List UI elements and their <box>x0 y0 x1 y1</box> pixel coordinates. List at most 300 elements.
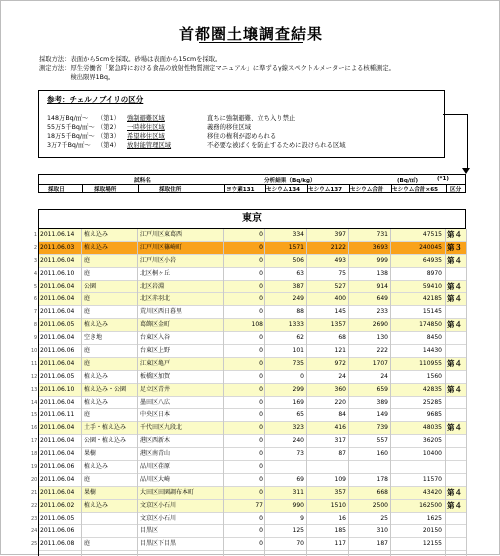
row-i131: 0 <box>259 398 263 406</box>
row-cs134: 65 <box>296 411 304 419</box>
row-date: 2011.06.04 <box>40 295 75 303</box>
header-col-address: 採取住所 <box>159 187 182 193</box>
row-date: 2011.06.10 <box>40 385 75 393</box>
row-place: 庭 <box>84 359 91 367</box>
table-row <box>38 229 466 242</box>
row-date: 2011.06.04 <box>40 282 75 290</box>
header-col-date: 採取日 <box>48 187 65 193</box>
row-cs-total: 739 <box>376 424 388 432</box>
row-cs137: 185 <box>334 527 346 535</box>
row-number: 4 <box>33 270 37 277</box>
row-number: 11 <box>31 360 38 367</box>
row-cs137: 75 <box>338 269 346 277</box>
row-address: 中央区日本 <box>140 411 171 419</box>
row-number: 7 <box>33 309 37 316</box>
title-underline <box>199 42 303 43</box>
table-row <box>38 538 466 551</box>
table-header <box>38 174 466 193</box>
row-place: 庭 <box>84 295 91 303</box>
region-heading: 東京 <box>38 209 466 229</box>
row-cs137: 972 <box>334 359 346 367</box>
row-cs134: 299 <box>292 385 304 393</box>
row-number: 6 <box>33 296 37 303</box>
row-cs-total-65: 14430 <box>422 347 442 355</box>
header-col-place: 採取場所 <box>94 187 117 193</box>
reference-level: （第1） <box>97 115 120 122</box>
row-number: 13 <box>31 386 38 393</box>
row-cs-total: 659 <box>376 385 388 393</box>
row-i131: 77 <box>255 501 263 509</box>
reference-level: （第2） <box>97 124 120 131</box>
reference-value: 148万Bq/㎡～ <box>47 115 89 122</box>
reference-desc: 直ちに強制避難、立ち入り禁止 <box>207 115 296 122</box>
row-cs-total-65: 11570 <box>422 475 442 483</box>
row-cs-total-65: 8450 <box>426 334 442 342</box>
row-zone: 第４ <box>447 500 462 510</box>
row-date: 2011.06.04 <box>40 398 75 406</box>
row-zone: 第４ <box>447 384 462 394</box>
row-cs-total: 1707 <box>372 359 388 367</box>
row-cs137: 360 <box>334 385 346 393</box>
row-i131: 0 <box>259 540 263 548</box>
row-zone: 第４ <box>447 423 462 433</box>
grid-line <box>445 229 446 556</box>
table-row <box>38 268 466 281</box>
row-cs-total-65: 42835 <box>422 385 442 393</box>
row-number-column <box>31 229 37 551</box>
row-place: 庭 <box>84 411 91 419</box>
row-i131: 0 <box>259 256 263 264</box>
row-place: 植え込み <box>84 501 109 509</box>
table-row <box>38 500 466 513</box>
grid-line <box>306 229 307 556</box>
row-date: 2011.06.10 <box>40 269 75 277</box>
row-date: 2011.06.05 <box>40 321 75 329</box>
row-address: 港区南青山 <box>140 450 171 458</box>
row-number: 15 <box>31 412 38 419</box>
row-cs-total-65: 1625 <box>426 514 442 522</box>
row-cs134: 70 <box>296 540 304 548</box>
header-analysis-result: 分析結果（Bq/kg） <box>264 178 316 184</box>
header-sample-name: 試料名 <box>134 178 151 184</box>
row-cs-total-65: 48035 <box>422 424 442 432</box>
row-address: 北区赤羽北 <box>140 295 171 303</box>
row-number: 1 <box>33 232 37 238</box>
row-number: 22 <box>31 502 38 509</box>
row-cs134: 125 <box>292 527 304 535</box>
row-i131: 0 <box>259 231 263 238</box>
row-place: 公園 <box>84 282 97 290</box>
header-note: (*1) <box>437 176 449 182</box>
row-date: 2011.06.04 <box>40 488 75 496</box>
row-place: 庭 <box>84 540 91 548</box>
row-i131: 0 <box>259 295 263 303</box>
reference-zone: 強制避難区域 <box>127 115 165 122</box>
row-date: 2011.06.08 <box>40 540 75 548</box>
row-cs134: 62 <box>296 334 304 342</box>
row-cs-total-65: 15145 <box>422 308 442 316</box>
row-cs134: 0 <box>300 372 304 380</box>
header-col-cs-total-65: セシウム合計×65 <box>392 187 438 193</box>
row-address: 江戸川区篠崎町 <box>140 243 183 251</box>
row-cs-total-65: 42185 <box>422 295 442 303</box>
reference-value: 18万5千Bq/㎡～ <box>47 133 95 140</box>
row-date: 2011.06.06 <box>40 347 75 355</box>
table-row <box>38 461 466 474</box>
method-line-3: 検出限界1Bq。 <box>39 74 115 81</box>
row-cs134: 9 <box>300 514 304 522</box>
row-cs134: 169 <box>292 398 304 406</box>
reference-zone: 希望移住区域 <box>127 133 165 140</box>
row-cs-total: 557 <box>376 437 388 445</box>
row-address: 品川区荏原 <box>140 463 171 471</box>
row-cs-total: 2500 <box>372 501 388 509</box>
row-cs137: 84 <box>338 411 346 419</box>
row-number: 20 <box>31 476 38 483</box>
table-row <box>38 319 466 332</box>
row-date: 2011.06.04 <box>40 359 75 367</box>
row-i131: 0 <box>259 411 263 419</box>
row-i131: 0 <box>259 347 263 355</box>
table-row <box>38 525 466 538</box>
row-number: 21 <box>31 489 38 496</box>
row-address: 江東区亀戸 <box>140 359 171 367</box>
row-cs-total: 3693 <box>372 243 388 251</box>
row-zone: 第４ <box>447 320 462 330</box>
row-cs-total: 24 <box>380 372 388 380</box>
row-address: 葛飾区金町 <box>140 321 171 329</box>
row-cs137: 357 <box>334 488 346 496</box>
row-zone: 第４ <box>447 294 462 304</box>
row-address: 墨田区八広 <box>140 398 171 406</box>
row-cs137: 68 <box>338 334 346 342</box>
row-number: 16 <box>31 425 38 432</box>
method-line-1: 採取方法：表面から5cmを採取。砂場は表面から15cmを採取。 <box>39 56 222 63</box>
row-number: 17 <box>31 438 38 445</box>
row-cs137: 400 <box>334 295 346 303</box>
row-cs-total-65: 240045 <box>419 243 442 251</box>
row-number: 18 <box>31 451 38 458</box>
row-zone: 第４ <box>447 255 462 265</box>
row-cs-total-65: 36205 <box>422 437 442 445</box>
row-place: 植え込み・公園 <box>84 385 127 393</box>
table-row <box>38 448 466 461</box>
row-cs134: 63 <box>296 269 304 277</box>
row-cs-total-65: 9685 <box>426 411 442 419</box>
row-address: 大田区田園調布本町 <box>140 488 195 496</box>
row-cs134: 1333 <box>288 321 304 329</box>
row-date: 2011.06.04 <box>40 256 75 264</box>
row-zone: 第３ <box>447 242 462 252</box>
reference-value: 55万5千Bq/㎡～ <box>47 124 95 131</box>
row-date: 2011.06.04 <box>40 450 75 458</box>
row-cs134: 387 <box>292 282 304 290</box>
row-address: 荒川区西日暮里 <box>140 308 183 316</box>
table-row <box>38 332 466 345</box>
row-number: 24 <box>31 528 38 535</box>
grid-line <box>223 229 224 556</box>
row-address: 板橋区加賀 <box>140 372 171 380</box>
row-date: 2011.06.04 <box>40 424 75 432</box>
reference-heading: 参考：チェルノブイリの区分 <box>47 95 144 104</box>
row-cs134: 990 <box>292 501 304 509</box>
row-date: 2011.06.04 <box>40 437 75 445</box>
row-cs-total: 138 <box>376 269 388 277</box>
row-number: 2 <box>33 244 37 251</box>
row-number: 12 <box>31 373 38 380</box>
row-cs-total-65: 64935 <box>422 256 442 264</box>
row-place: 植え込み <box>84 243 109 251</box>
row-place: 果樹 <box>84 450 97 458</box>
table-row <box>38 242 466 255</box>
row-cs-total-65: 8970 <box>426 269 442 277</box>
table-row <box>38 474 466 487</box>
row-place: 庭 <box>84 256 91 264</box>
reference-desc: 不必要な被ばくを防止するために設けられる区域 <box>207 142 346 149</box>
reference-zone: 一時移住区域 <box>127 124 165 131</box>
row-cs134: 73 <box>296 450 304 458</box>
grid-line <box>137 229 138 556</box>
row-date: 2011.06.04 <box>40 475 75 483</box>
row-cs137: 527 <box>334 282 346 290</box>
header-col-cs134: セシウム134 <box>266 187 300 193</box>
header-col-i131: ヨウ素131 <box>226 187 255 193</box>
row-address: 北区岩淵 <box>140 282 165 290</box>
row-cs134: 323 <box>292 424 304 432</box>
arrow-line <box>467 114 468 171</box>
row-i131: 108 <box>251 321 263 329</box>
table-row <box>38 281 466 294</box>
row-cs134: 311 <box>292 488 304 496</box>
row-cs134: 506 <box>292 256 304 264</box>
row-cs134: 240 <box>292 437 304 445</box>
row-address: 文京区小石川 <box>140 514 177 522</box>
row-cs137: 117 <box>334 540 346 548</box>
reference-value: 3万7千Bq/㎡～ <box>47 142 91 149</box>
reference-box <box>38 90 445 158</box>
row-address: 足立区青井 <box>140 385 171 393</box>
row-cs134: 334 <box>292 231 304 238</box>
row-place: 植え込み <box>84 372 109 380</box>
header-col-cs137: セシウム137 <box>308 187 342 193</box>
row-cs137: 1357 <box>330 321 346 329</box>
row-i131: 0 <box>259 488 263 496</box>
row-cs-total: 233 <box>376 308 388 316</box>
row-date: 2011.06.14 <box>40 231 75 238</box>
row-i131: 0 <box>259 527 263 535</box>
header-col-cs-total: セシウム合計 <box>350 187 384 193</box>
row-cs-total-65: 47515 <box>422 231 442 238</box>
table-row <box>38 409 466 422</box>
row-i131: 0 <box>259 385 263 393</box>
grid-line <box>38 229 39 556</box>
table-row <box>38 487 466 500</box>
row-cs137: 87 <box>338 450 346 458</box>
row-cs137: 2122 <box>330 243 346 251</box>
reference-level: （第3） <box>97 133 120 140</box>
row-number: 3 <box>33 257 37 264</box>
row-date: 2011.06.05 <box>40 372 75 380</box>
row-address: 台東区上野 <box>140 347 171 355</box>
row-cs134: 249 <box>292 295 304 303</box>
row-place: 植え込み <box>84 231 109 238</box>
row-cs137: 109 <box>334 475 346 483</box>
table-row <box>38 371 466 384</box>
table-row <box>38 384 466 397</box>
page-title: 首都圏土壌調査結果 <box>178 25 323 43</box>
row-cs134: 735 <box>292 359 304 367</box>
row-zone: 第４ <box>447 487 462 497</box>
method-line-2: 測定方法：厚生労働省「緊急時における食品の放射性物質測定マニュアル」に準ずるγ線スペクトルメーターによる核種測定。 <box>39 65 395 72</box>
row-cs-total-65: 59410 <box>422 282 442 290</box>
grid-line <box>81 229 82 556</box>
row-zone: 第４ <box>447 281 462 291</box>
row-i131: 0 <box>259 372 263 380</box>
table-row <box>38 306 466 319</box>
row-cs-total: 149 <box>376 411 388 419</box>
row-date: 2011.06.04 <box>40 308 75 316</box>
row-i131: 0 <box>259 334 263 342</box>
row-cs-total-65: 43420 <box>422 488 442 496</box>
row-cs-total-65: 162500 <box>419 501 442 509</box>
row-i131: 0 <box>259 424 263 432</box>
row-number: 23 <box>31 515 38 522</box>
row-cs-total: 668 <box>376 488 388 496</box>
row-cs134: 101 <box>292 347 304 355</box>
row-date: 2011.06.06 <box>40 463 75 471</box>
row-address: 江戸川区東葛西 <box>140 231 183 238</box>
row-place: 庭 <box>84 269 91 277</box>
row-i131: 0 <box>259 359 263 367</box>
row-date: 2011.06.05 <box>40 514 75 522</box>
row-place: 庭 <box>84 347 91 355</box>
row-number: 25 <box>31 541 38 548</box>
row-address: 千代田区九段北 <box>140 424 183 432</box>
row-cs-total: 310 <box>376 527 388 535</box>
row-cs-total: 2690 <box>372 321 388 329</box>
row-i131: 0 <box>259 514 263 522</box>
row-i131: 0 <box>259 282 263 290</box>
table-row <box>38 422 466 435</box>
row-cs-total: 130 <box>376 334 388 342</box>
row-cs-total-65: 174850 <box>419 321 442 329</box>
row-cs137: 493 <box>334 256 346 264</box>
row-zone: 第４ <box>447 358 462 368</box>
row-address: 港区西新木 <box>140 437 171 445</box>
row-i131: 0 <box>259 243 263 251</box>
row-place: 果樹 <box>84 488 97 496</box>
row-cs-total-65: 25285 <box>422 398 442 406</box>
row-date: 2011.06.06 <box>40 527 75 535</box>
row-date: 2011.06.04 <box>40 334 75 342</box>
row-cs-total-65: 10400 <box>422 450 442 458</box>
row-i131: 0 <box>259 308 263 316</box>
data-table-body <box>38 229 466 551</box>
row-number: 8 <box>33 322 37 329</box>
reference-zone: 放射能管理区域 <box>127 142 172 149</box>
row-date: 2011.06.02 <box>40 501 75 509</box>
row-cs137: 220 <box>334 398 346 406</box>
row-address: 文京区小石川 <box>140 501 177 509</box>
row-place: 庭 <box>84 308 91 316</box>
row-address: 北区桐ヶ丘 <box>140 269 171 277</box>
row-cs137: 397 <box>334 231 346 238</box>
row-cs137: 16 <box>338 514 346 522</box>
row-cs134: 88 <box>296 308 304 316</box>
row-cs134: 69 <box>296 475 304 483</box>
grid-line <box>466 229 467 556</box>
row-place: 空き地 <box>84 334 103 342</box>
row-i131: 0 <box>259 437 263 445</box>
row-cs-total-65: 20150 <box>422 527 442 535</box>
header-col-zone: 区分 <box>450 187 462 193</box>
row-cs137: 24 <box>338 372 346 380</box>
row-cs-total-65: 110955 <box>419 359 442 367</box>
row-address: 江戸川区小岩 <box>140 256 177 264</box>
row-number: 19 <box>31 464 38 471</box>
table-row <box>38 293 466 306</box>
grid-line <box>348 229 349 556</box>
reference-desc: 義務的移住区域 <box>207 124 252 131</box>
row-place: 土手・植え込み <box>84 424 127 432</box>
row-address: 台東区入谷 <box>140 334 171 342</box>
row-cs-total: 999 <box>376 256 388 264</box>
row-i131: 0 <box>259 463 263 471</box>
row-cs137: 145 <box>334 308 346 316</box>
row-address: 目黒区下目黒 <box>140 540 177 548</box>
row-i131: 0 <box>259 475 263 483</box>
grid-line <box>264 229 265 556</box>
grid-line <box>390 229 391 556</box>
row-i131: 0 <box>259 450 263 458</box>
reference-desc: 移住の権利が認められる <box>207 133 277 140</box>
table-row <box>38 358 466 371</box>
row-cs137: 1510 <box>330 501 346 509</box>
header-unit: (Bq/㎡) <box>397 178 419 184</box>
row-number: 5 <box>33 283 37 290</box>
row-place: 植え込み <box>84 321 109 329</box>
reference-level: （第4） <box>97 142 120 149</box>
row-cs137: 317 <box>334 437 346 445</box>
table-row <box>38 435 466 448</box>
row-date: 2011.06.11 <box>40 411 75 419</box>
table-row <box>38 397 466 410</box>
row-zone: 第４ <box>447 230 462 239</box>
row-place: 植え込み <box>84 463 109 471</box>
table-row <box>38 255 466 268</box>
row-cs137: 416 <box>334 424 346 432</box>
row-cs-total: 178 <box>376 475 388 483</box>
arrow-line <box>443 114 467 115</box>
row-address: 目黒区 <box>140 527 159 535</box>
row-number: 14 <box>31 399 38 406</box>
table-row <box>38 345 466 358</box>
row-cs-total: 25 <box>380 514 388 522</box>
row-address: 品川区大崎 <box>140 475 171 483</box>
row-cs-total-65: 1560 <box>426 372 442 380</box>
table-row <box>38 513 466 526</box>
row-cs-total: 222 <box>376 347 388 355</box>
row-cs-total: 649 <box>376 295 388 303</box>
row-number: 9 <box>33 335 37 342</box>
row-place: 庭 <box>84 475 91 483</box>
row-cs-total-65: 12155 <box>422 540 442 548</box>
row-cs134: 1571 <box>288 243 304 251</box>
row-cs-total: 187 <box>376 540 388 548</box>
row-date: 2011.06.03 <box>40 243 75 251</box>
row-i131: 0 <box>259 269 263 277</box>
row-cs137: 121 <box>334 347 346 355</box>
